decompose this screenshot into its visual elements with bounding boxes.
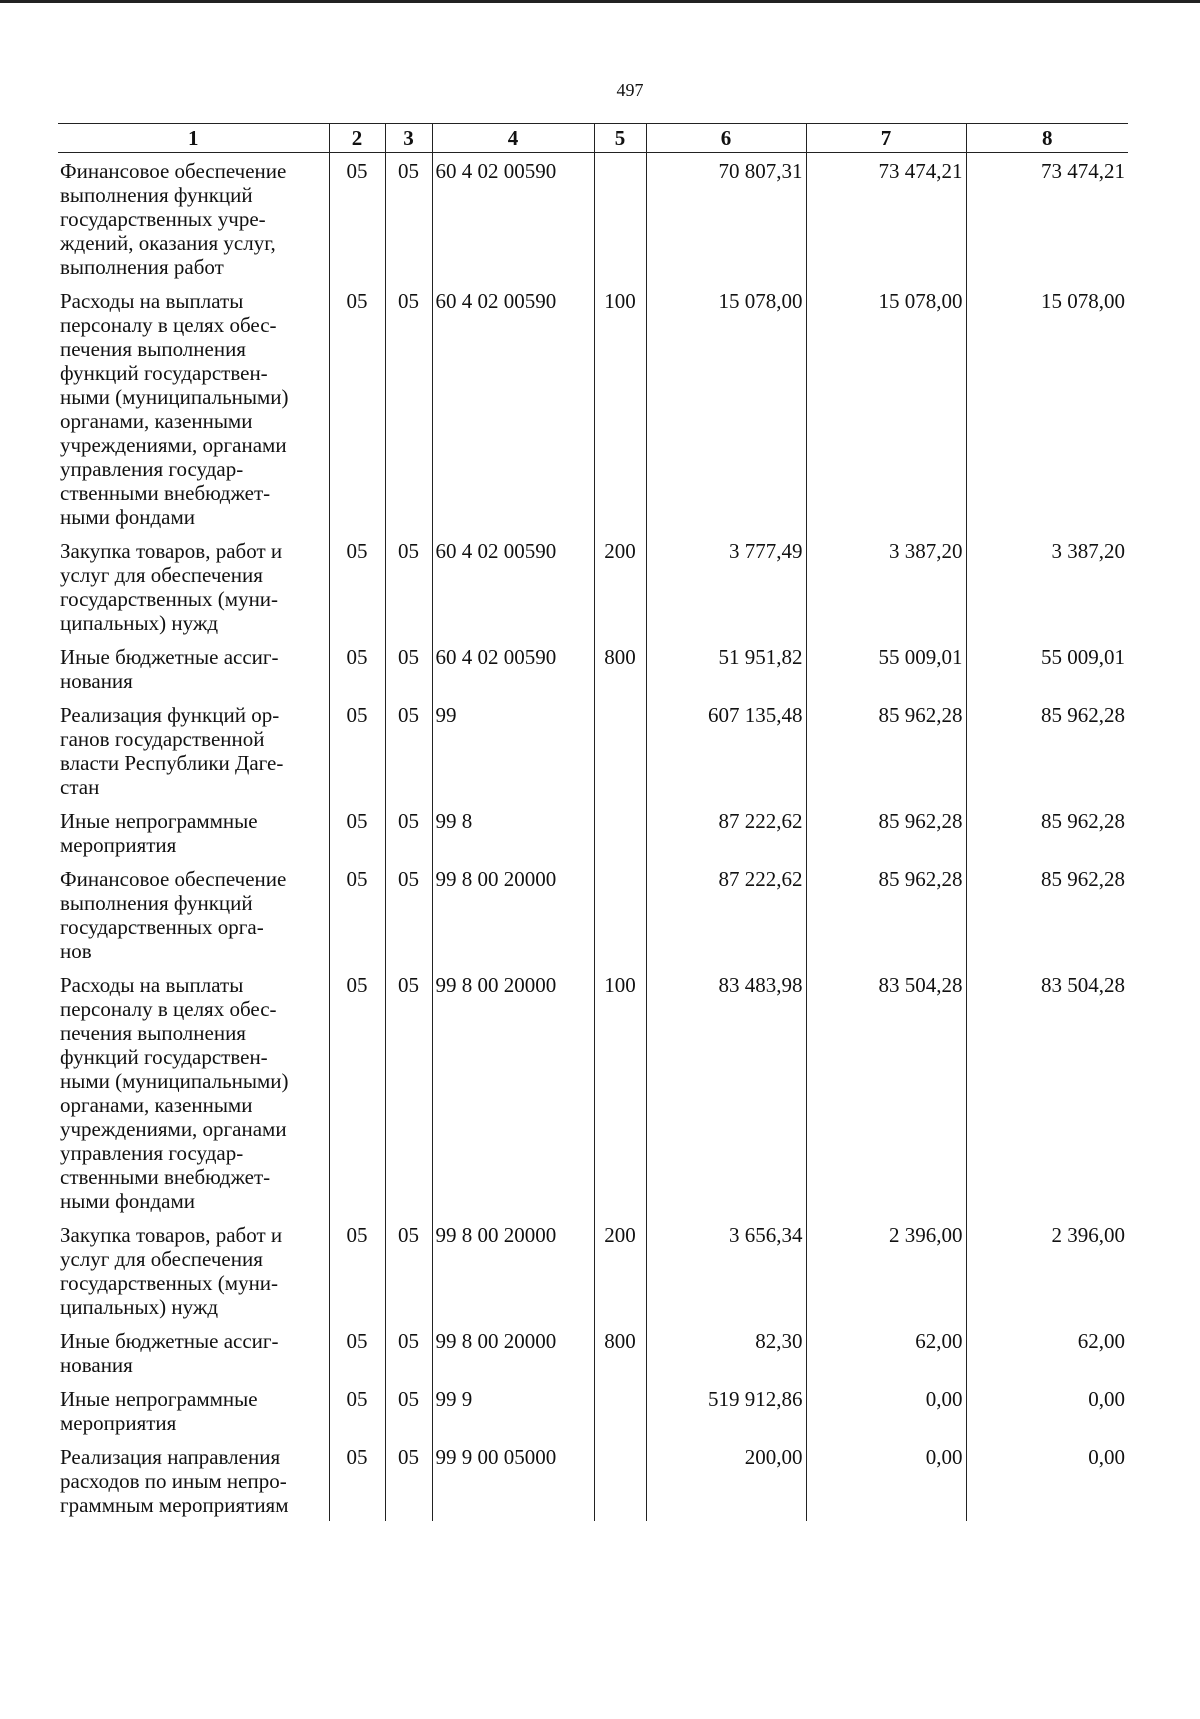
target-article-cell: 99 9 00 05000	[432, 1439, 594, 1521]
amount-col8-cell: 55 009,01	[966, 639, 1128, 697]
row-name-cell: Иные непрограммные мероприятия	[60, 1387, 258, 1435]
amount-col8-cell: 85 962,28	[966, 803, 1128, 861]
budget-table	[58, 123, 1128, 1521]
subsection-code-cell: 05	[385, 697, 432, 803]
column-header: 5	[594, 124, 646, 153]
section-code-cell: 05	[329, 861, 385, 967]
row-name-cell: Иные непрограммные мероприятия	[60, 809, 258, 857]
amount-col6-cell: 51 951,82	[646, 639, 806, 697]
amount-col8-cell: 0,00	[966, 1381, 1128, 1439]
amount-col8-cell: 85 962,28	[966, 861, 1128, 967]
top-rule	[0, 0, 1200, 3]
expense-type-cell: 100	[594, 967, 646, 1217]
amount-col6-cell: 15 078,00	[646, 283, 806, 533]
target-article-cell: 99 8 00 20000	[432, 1217, 594, 1323]
expense-type-cell: 200	[594, 533, 646, 639]
amount-col6-cell: 70 807,31	[646, 153, 806, 284]
amount-col7-cell: 85 962,28	[806, 697, 966, 803]
expense-type-cell: 800	[594, 1323, 646, 1381]
section-code-cell: 05	[329, 697, 385, 803]
expense-type-cell: 200	[594, 1217, 646, 1323]
subsection-code-cell: 05	[385, 1439, 432, 1521]
amount-col7-cell: 55 009,01	[806, 639, 966, 697]
column-header: 1	[58, 124, 329, 153]
amount-col8-cell: 2 396,00	[966, 1217, 1128, 1323]
subsection-code-cell: 05	[385, 283, 432, 533]
subsection-code-cell: 05	[385, 861, 432, 967]
amount-col8-cell: 15 078,00	[966, 283, 1128, 533]
table-row	[58, 1217, 1128, 1323]
amount-col6-cell: 83 483,98	[646, 967, 806, 1217]
expense-type-cell	[594, 803, 646, 861]
column-header: 3	[385, 124, 432, 153]
section-code-cell: 05	[329, 1381, 385, 1439]
page-number: 497	[616, 80, 644, 100]
amount-col7-cell: 0,00	[806, 1439, 966, 1521]
table-row	[58, 533, 1128, 639]
row-name-cell: Закупка товаров, работ и услуг для обеспечения государственных (муни- ципальных) нужд	[60, 1223, 283, 1319]
section-code-cell: 05	[329, 967, 385, 1217]
expense-type-cell	[594, 697, 646, 803]
amount-col8-cell: 3 387,20	[966, 533, 1128, 639]
subsection-code-cell: 05	[385, 1217, 432, 1323]
amount-col7-cell: 83 504,28	[806, 967, 966, 1217]
row-name-cell: Финансовое обеспечение выполнения функций государственных учре- ждений, оказания услуг, выполнения работ	[60, 159, 287, 279]
column-header: 6	[646, 124, 806, 153]
target-article-cell: 99 8 00 20000	[432, 1323, 594, 1381]
target-article-cell: 60 4 02 00590	[432, 283, 594, 533]
amount-col6-cell: 3 656,34	[646, 1217, 806, 1323]
column-header: 8	[966, 124, 1128, 153]
section-code-cell: 05	[329, 533, 385, 639]
row-name-cell: Расходы на выплаты персоналу в целях обес- печения выполнения функций государствен- ными (муниципальными) органами, казенными учреждениями, органами управления государ- ственными внебюджет- ными фондами	[60, 973, 289, 1213]
row-name-cell: Реализация направления расходов по иным непро- граммным мероприятиям	[60, 1445, 289, 1517]
target-article-cell: 60 4 02 00590	[432, 533, 594, 639]
target-article-cell: 99 9	[432, 1381, 594, 1439]
row-name-cell: Расходы на выплаты персоналу в целях обес- печения выполнения функций государствен- ными (муниципальными) органами, казенными учреждениями, органами управления государ- ственными внебюджет- ными фондами	[60, 289, 289, 529]
amount-col6-cell: 200,00	[646, 1439, 806, 1521]
table-row	[58, 697, 1128, 803]
amount-col7-cell: 0,00	[806, 1381, 966, 1439]
amount-col8-cell: 0,00	[966, 1439, 1128, 1521]
expense-type-cell	[594, 153, 646, 284]
amount-col7-cell: 85 962,28	[806, 861, 966, 967]
section-code-cell: 05	[329, 283, 385, 533]
target-article-cell: 60 4 02 00590	[432, 639, 594, 697]
subsection-code-cell: 05	[385, 1381, 432, 1439]
target-article-cell: 99 8	[432, 803, 594, 861]
amount-col7-cell: 15 078,00	[806, 283, 966, 533]
table-row	[58, 861, 1128, 967]
column-header: 2	[329, 124, 385, 153]
subsection-code-cell: 05	[385, 967, 432, 1217]
expense-type-cell	[594, 1439, 646, 1521]
amount-col6-cell: 82,30	[646, 1323, 806, 1381]
subsection-code-cell: 05	[385, 803, 432, 861]
target-article-cell: 99 8 00 20000	[432, 861, 594, 967]
amount-col7-cell: 62,00	[806, 1323, 966, 1381]
row-name-cell: Реализация функций ор- ганов государственной власти Республики Даге- стан	[60, 703, 284, 799]
section-code-cell: 05	[329, 153, 385, 284]
amount-col6-cell: 87 222,62	[646, 803, 806, 861]
amount-col8-cell: 85 962,28	[966, 697, 1128, 803]
expense-type-cell: 100	[594, 283, 646, 533]
amount-col8-cell: 83 504,28	[966, 967, 1128, 1217]
column-header: 7	[806, 124, 966, 153]
column-header: 4	[432, 124, 594, 153]
subsection-code-cell: 05	[385, 639, 432, 697]
section-code-cell: 05	[329, 1323, 385, 1381]
table-row	[58, 1323, 1128, 1381]
subsection-code-cell: 05	[385, 153, 432, 284]
amount-col6-cell: 519 912,86	[646, 1381, 806, 1439]
amount-col6-cell: 607 135,48	[646, 697, 806, 803]
expense-type-cell	[594, 861, 646, 967]
row-name-cell: Иные бюджетные ассиг- нования	[60, 1329, 279, 1377]
table-row	[58, 1381, 1128, 1439]
table-row	[58, 283, 1128, 533]
expense-type-cell	[594, 1381, 646, 1439]
section-code-cell: 05	[329, 1217, 385, 1323]
target-article-cell: 60 4 02 00590	[432, 153, 594, 284]
header-row	[58, 124, 1128, 153]
row-name-cell: Закупка товаров, работ и услуг для обеспечения государственных (муни- ципальных) нужд	[60, 539, 283, 635]
amount-col7-cell: 73 474,21	[806, 153, 966, 284]
amount-col8-cell: 62,00	[966, 1323, 1128, 1381]
table-row	[58, 967, 1128, 1217]
row-name-cell: Финансовое обеспечение выполнения функций государственных орга- нов	[60, 867, 287, 963]
amount-col8-cell: 73 474,21	[966, 153, 1128, 284]
target-article-cell: 99 8 00 20000	[432, 967, 594, 1217]
table-row	[58, 639, 1128, 697]
subsection-code-cell: 05	[385, 533, 432, 639]
amount-col7-cell: 2 396,00	[806, 1217, 966, 1323]
amount-col6-cell: 3 777,49	[646, 533, 806, 639]
amount-col6-cell: 87 222,62	[646, 861, 806, 967]
table-row	[58, 153, 1128, 284]
section-code-cell: 05	[329, 639, 385, 697]
expense-type-cell: 800	[594, 639, 646, 697]
table-row	[58, 803, 1128, 861]
section-code-cell: 05	[329, 1439, 385, 1521]
target-article-cell: 99	[432, 697, 594, 803]
table-row	[58, 1439, 1128, 1521]
subsection-code-cell: 05	[385, 1323, 432, 1381]
amount-col7-cell: 85 962,28	[806, 803, 966, 861]
row-name-cell: Иные бюджетные ассиг- нования	[60, 645, 279, 693]
section-code-cell: 05	[329, 803, 385, 861]
amount-col7-cell: 3 387,20	[806, 533, 966, 639]
